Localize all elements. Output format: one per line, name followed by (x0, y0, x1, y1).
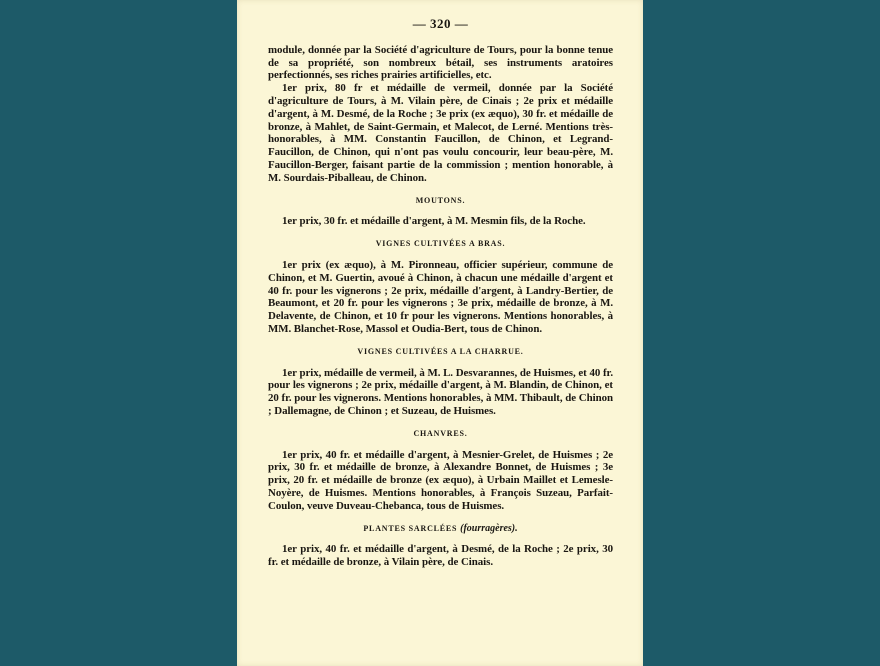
paragraph-4: 1er prix (ex æquo), à M. Pironneau, officier supérieur, commune de Chinon, et M. Guertin, avoué à Chinon, à chacun une médaille d'argent et 40 fr. pour les vignerons ; 2e prix, médaille d'argent, à Landry-Bertier, de Beaumont, et 20 fr. pour les vignerons ; 3e prix, médaille de bronze, à M. Delavente, de Chinon, et 10 fr pour les vignerons. Mentions honorables, à MM. Blanchet-Rose, Massol et Oudia-Bert, tous de Chinon. (268, 258, 613, 335)
paragraph-2: 1er prix, 80 fr et médaille de vermeil, donnée par la Société d'agriculture de Tours, à M. Vilain père, de Cinais ; 2e prix et médaille d'argent, à M. Desmé, de la Roche ; 3e prix (ex æquo), 30 fr. et médaille de bronze, à Mahlet, de Saint-Germain, et Malecot, de Lerné. Mentions très-honorables, à MM. Constantin Faucillon, de Chinon, et Legrand-Faucillon, de Chinon, qui n'ont pas voulu concourir, leur beau-père, M. Faucillon-Berger, faisant partie de la commission ; mention honorable, à M. Sourdais-Piballeau, de Chinon. (268, 82, 613, 184)
paragraph-6: 1er prix, 40 fr. et médaille d'argent, à Mesnier-Grelet, de Huismes ; 2e prix, 30 fr. et médaille de bronze, à Alexandre Bonnet, de Huismes ; 3e prix, 20 fr. et médaille de bronze (ex æquo), à Urbain Maillet et Lemesle-Noyère, de Huismes. Mentions honorables, à François Suzeau, Parfait-Coulon, veuve Duveau-Chebanca, tous de Huismes. (268, 448, 613, 512)
paragraph-3: 1er prix, 30 fr. et médaille d'argent, à M. Mesmin fils, de la Roche. (282, 215, 586, 228)
section-heading-moutons: MOUTONS. (415, 195, 466, 205)
section-heading-plantes-italic: (fourragères). (460, 522, 518, 534)
paragraph-1: module, donnée par la Société d'agriculture de Tours, pour la bonne tenue de sa propriété, son nombreux bétail, ses instruments aratoires perfectionnés, ses riches prairies artificielles, etc. (268, 43, 613, 82)
page-text (268, 18, 613, 569)
section-heading-plantes (268, 523, 613, 536)
section-heading-vignes-bras: VIGNES CULTIVÉES A BRAS. (375, 239, 506, 249)
section-heading-plantes-label: PLANTES SARCLÉES (363, 523, 458, 533)
section-heading-vignes-charrue: VIGNES CULTIVÉES A LA CHARRUE. (357, 346, 524, 356)
scanned-page (237, 0, 643, 666)
section-heading-chanvres: CHANVRES. (413, 428, 468, 438)
paragraph-5: 1er prix, médaille de vermeil, à M. L. Desvarannes, de Huismes, et 40 fr. pour les vignerons ; 2e prix, médaille d'argent, à M. Blandin, de Chinon, et 20 fr. pour les vignerons. Mentions honorables, à MM. Thibault, de Chinon ; Dallemagne, de Chinon ; et Suzeau, de Huismes. (268, 366, 613, 417)
paragraph-7: 1er prix, 40 fr. et médaille d'argent, à Desmé, de la Roche ; 2e prix, 30 fr. et médaille de bronze, à Vilain père, de Cinais. (268, 543, 613, 569)
page-number: — 320 — (412, 16, 469, 31)
